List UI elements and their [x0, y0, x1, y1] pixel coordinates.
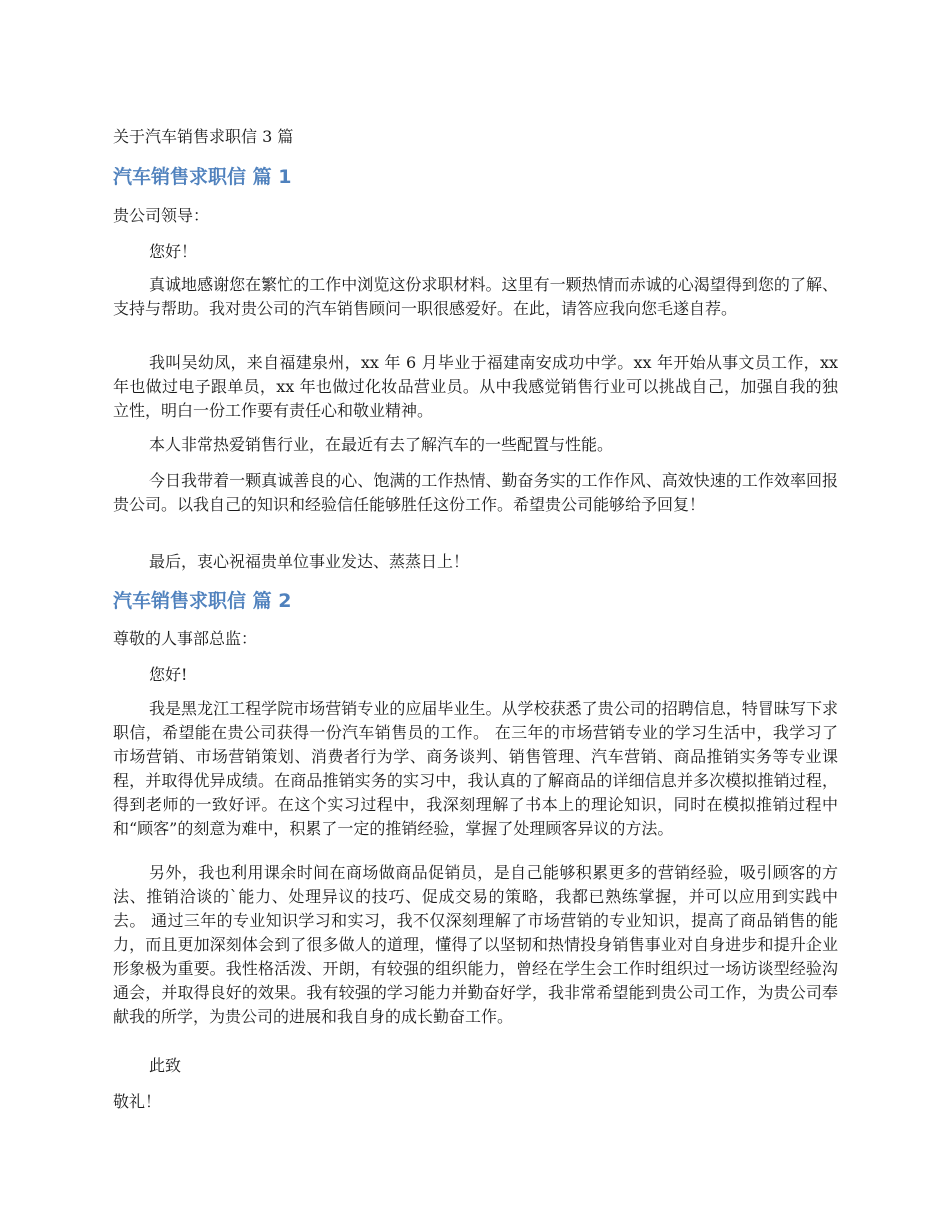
- document-title: 关于汽车销售求职信 3 篇: [113, 127, 294, 146]
- section-1-heading: 汽车销售求职信 篇 1: [113, 166, 292, 188]
- section-2-salutation: 尊敬的人事部总监：: [113, 629, 258, 648]
- section-2-regards: 敬礼！: [113, 1092, 162, 1111]
- section-2-closing: 此致: [149, 1056, 182, 1075]
- section-1-paragraph-1: 真诚地感谢您在繁忙的工作中浏览这份求职材料。这里有一颗热情而赤诚的心渴望得到您的了解、支持与帮助。我对贵公司的汽车销售顾问一职很感爱好。在此，请答应我向您毛遂自荐。: [113, 275, 838, 318]
- section-1-greeting: 您好！: [149, 242, 198, 261]
- section-1-paragraph-5: 最后，衷心祝福贵单位事业发达、蒸蒸日上！: [149, 552, 470, 571]
- section-1-paragraph-4: 今日我带着一颗真诚善良的心、饱满的工作热情、勤奋务实的工作作风、高效快速的工作效率回报贵公司。以我自己的知识和经验信任能够胜任这份工作。希望贵公司能够给予回复！: [113, 471, 838, 514]
- section-2-heading: 汽车销售求职信 篇 2: [113, 590, 292, 612]
- section-1-paragraph-3: 本人非常热爱销售行业，在最近有去了解汽车的一些配置与性能。: [149, 435, 614, 454]
- section-1-salutation: 贵公司领导：: [113, 206, 210, 225]
- section-2-greeting: 您好!: [149, 665, 188, 684]
- section-2-paragraph-1: 我是黑龙江工程学院市场营销专业的应届毕业生。从学校获悉了贵公司的招聘信息，特冒昧写下求职信，希望能在贵公司获得一份汽车销售员的工作。 在三年的市场营销专业的学习生活中，我学习了市场营销、市场营销策划、消费者行为学、商务谈判、销售管理、汽车营销、商品推销实务等专业课程，并取得优异成绩。在商品推销实务的实习中，我认真的了解商品的详细信息并多次模拟推销过程，得到老师的一致好评。在这个实习过程中，我深刻理解了书本上的理论知识，同时在模拟推销过程中和“顾客”的刻意为难中，积累了一定的推销经验，掌握了处理顾客异议的方法。: [113, 699, 838, 838]
- section-1-paragraph-2: 我叫吴幼凤，来自福建泉州，xx 年 6 月毕业于福建南安成功中学。xx 年开始从事文员工作，xx 年也做过电子跟单员，xx 年也做过化妆品营业员。从中我感觉销售行业可以挑战自己，加强自我的独立性，明白一份工作要有责任心和敬业精神。: [113, 353, 838, 420]
- section-2-paragraph-2: 另外，我也利用课余时间在商场做商品促销员，是自己能够积累更多的营销经验，吸引顾客的方法、推销洽谈的`能力、处理异议的技巧、促成交易的策略，我都已熟练掌握，并可以应用到实践中去。 通过三年的专业知识学习和实习，我不仅深刻理解了市场营销的专业知识，提高了商品销售的能力，而且更加深刻体会到了很多做人的道理，懂得了以坚韧和热情投身销售事业对自身进步和提升企业形象极为重要。我性格活泼、开朗，有较强的组织能力，曾经在学生会工作时组织过一场访谈型经验沟通会，并取得良好的效果。我有较强的学习能力并勤奋好学，我非常希望能到贵公司工作，为贵公司奉献我的所学，为贵公司的进展和我自身的成长勤奋工作。: [113, 863, 838, 1026]
